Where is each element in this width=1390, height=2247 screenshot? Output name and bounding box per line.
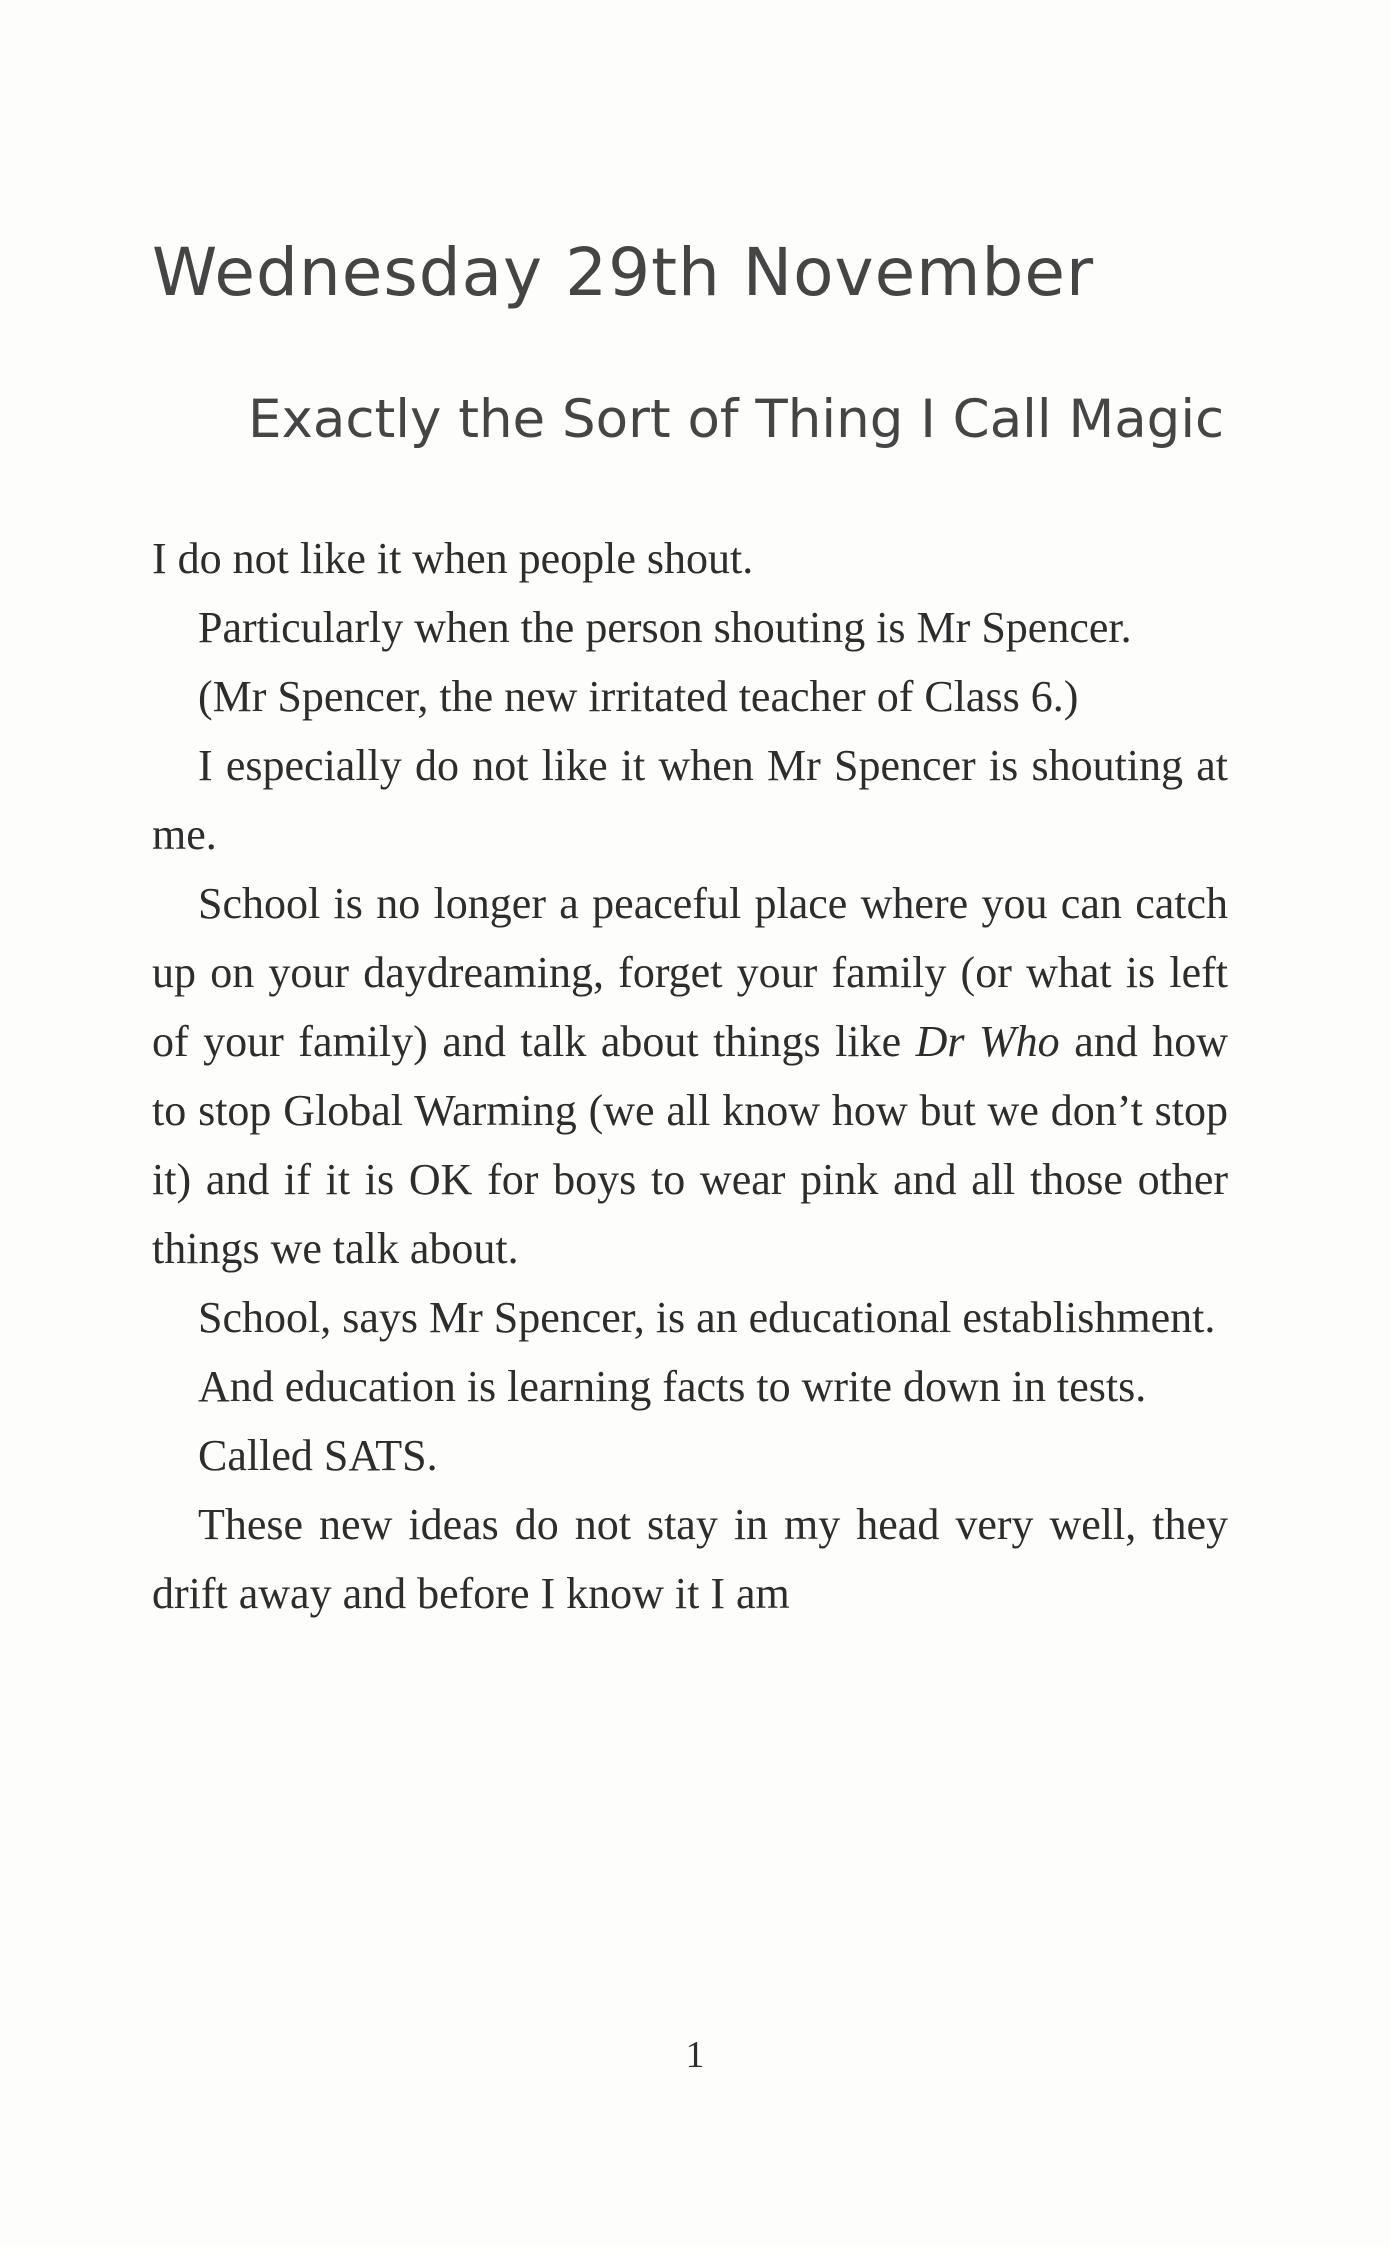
chapter-title: Exactly the Sort of Thing I Call Magic [248,389,1225,450]
paragraph-9: These new ideas do not stay in my head very well, they drift away and before I know it I am [152,1500,1228,1618]
paragraph-8: Called SATS. [198,1431,438,1480]
paragraph-7: And education is learning facts to write down in tests. [198,1362,1147,1411]
page-number: 1 [685,2034,705,2076]
paragraph-1: I do not like it when people shout. [152,534,754,583]
body-text [152,524,1228,1628]
paragraph-5 [152,869,1228,1283]
paragraph-2: Particularly when the person shouting is Mr Spencer. [198,603,1132,652]
paragraph-3: (Mr Spencer, the new irritated teacher of Class 6.) [198,672,1079,721]
paragraph-5-text-before: School is no longer a peaceful place where you can catch up on your daydreaming, forget your family (or what is left of your family) and talk about things like [152,879,1228,1066]
paragraph-5-text-after: and how to stop Global Warming (we all know how but we don’t stop it) and if it is OK for boys to wear pink and all those other things we talk about. [152,1017,1228,1273]
paragraph-6: School, says Mr Spencer, is an educational establishment. [198,1293,1216,1342]
paragraph-4: I especially do not like it when Mr Spencer is shouting at me. [152,741,1228,859]
diary-date-heading: Wednesday 29th November [152,234,1095,311]
dr-who-title: Dr Who [915,1017,1060,1066]
